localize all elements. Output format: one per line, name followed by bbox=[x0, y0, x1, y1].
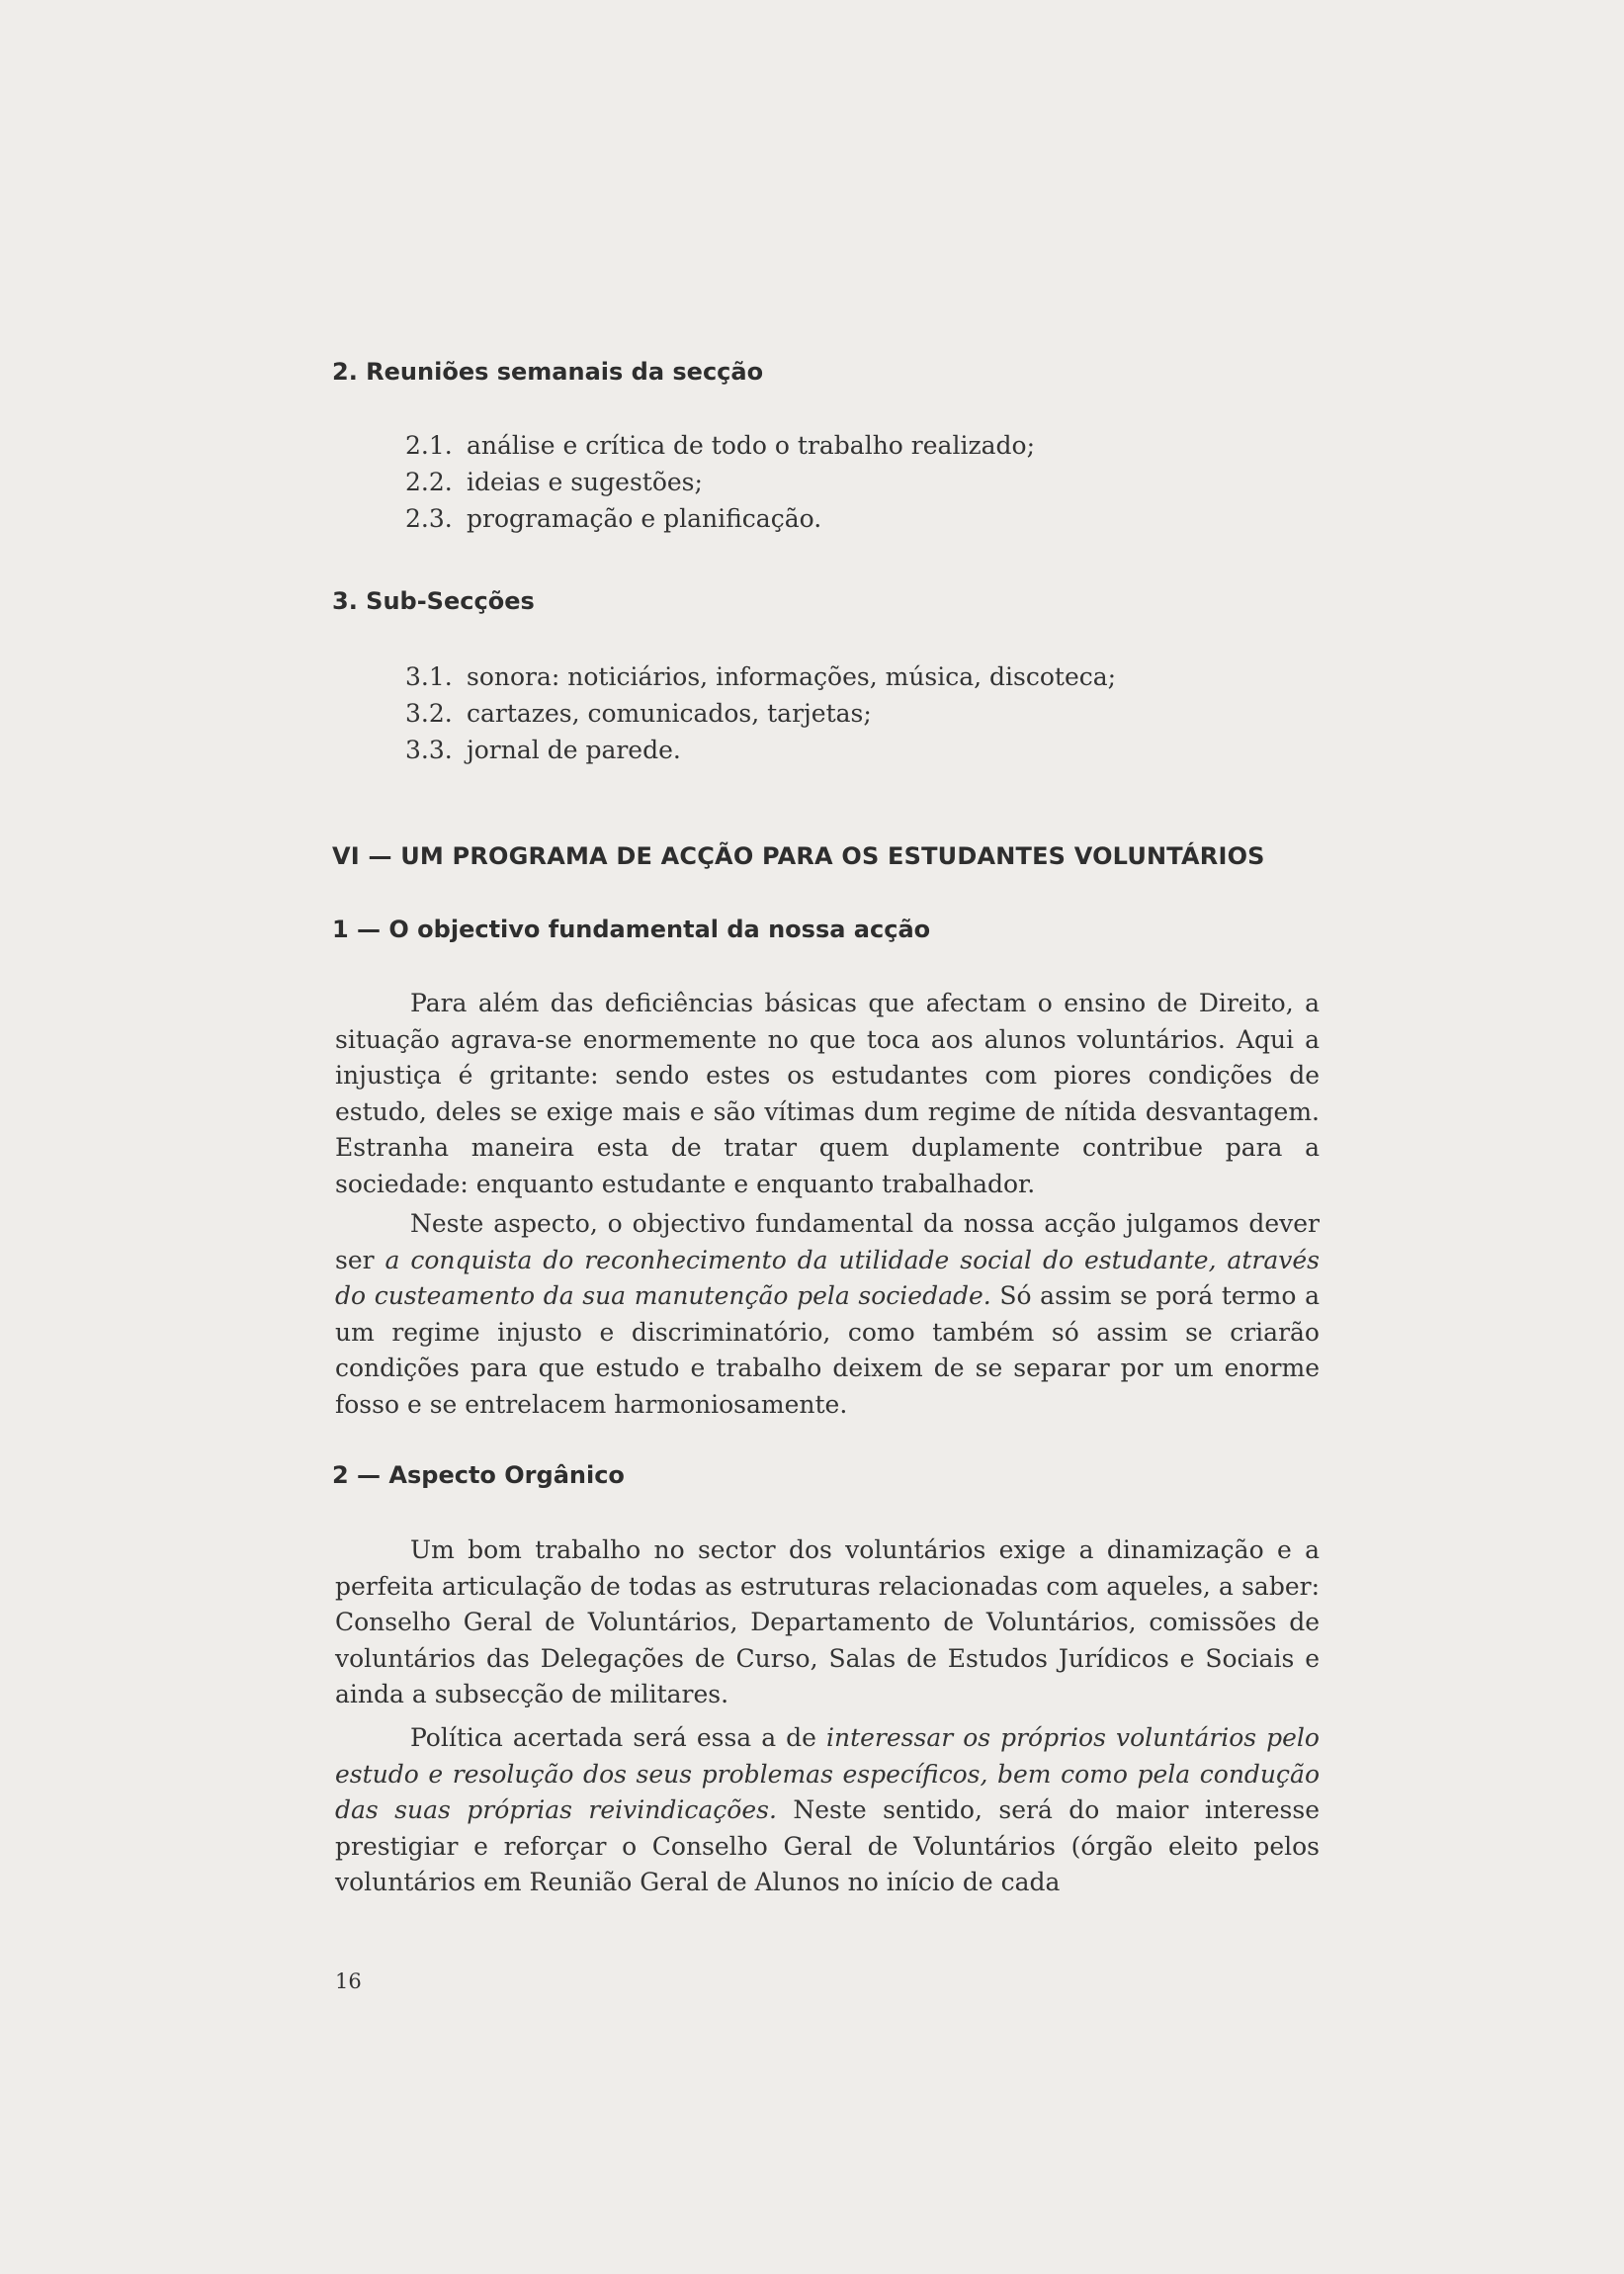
paragraph: Um bom trabalho no sector dos voluntários exige a dinamização e a perfeita articulação de todas as estruturas relacionadas com aqueles, a saber: Conselho Geral de Voluntários, Departamento de Voluntários, comissões de voluntários das Delegações de Curso, Salas de Estudos Jurídicos e Sociais e ainda a subsecção de militares. bbox=[335, 1535, 1320, 1709]
subsection-2-heading: 2 — Aspecto Orgânico bbox=[332, 1461, 625, 1489]
list-item: 3.1. sonora: noticiários, informações, música, discoteca; bbox=[405, 662, 1117, 691]
paragraph: Para além das deficiências básicas que afectam o ensino de Direito, a situação agrava-se enormemente no que toca aos alunos voluntários. Aqui a injustiça é gritante: sendo estes os estudantes com piores condições de estudo, deles se exige mais e são vítimas dum regime de nítida desvantagem. Estranha maneira esta de tratar quem duplamente contribue para a sociedade: enquanto estudante e enquanto trabalhador. bbox=[335, 989, 1320, 1198]
list-item: 2.1. análise e crítica de todo o trabalho realizado; bbox=[405, 431, 1035, 460]
emphasis-text: a conquista do reconhecimento da utilidade social do estudante, através do custeamento da sua manutenção pela sociedade. bbox=[335, 1245, 1320, 1311]
page-number: 16 bbox=[335, 1969, 362, 1993]
section-2-list bbox=[405, 427, 1035, 537]
subsection-1-heading: 1 — O objectivo fundamental da nossa acção bbox=[332, 916, 931, 943]
list-item: 2.2. ideias e sugestões; bbox=[405, 468, 703, 496]
section-3-list bbox=[405, 658, 1116, 768]
section-3-heading: 3. Sub-Secções bbox=[332, 587, 535, 615]
list-item: 3.2. cartazes, comunicados, tarjetas; bbox=[405, 699, 872, 728]
emphasis-text: interessar os próprios voluntários pelo estudo e resolução dos seus problemas específicos, bem como pela condução das suas próprias reivindicações. bbox=[335, 1723, 1320, 1825]
section-2-heading: 2. Reuniões semanais da secção bbox=[332, 358, 764, 386]
paragraph: Neste aspecto, o objectivo fundamental da nossa acção julgamos dever ser a conquista do reconhecimento da utilidade social do estudante, através do custeamento da sua manutenção pela sociedade. Só assim se porá termo a um regime injusto e discriminatório, como também só assim se criarão condições para que estudo e trabalho deixem de se separar por um enorme fosso e se entrelacem harmoniosamente. bbox=[335, 1209, 1320, 1419]
chapter-heading: VI — UM PROGRAMA DE ACÇÃO PARA OS ESTUDANTES VOLUNTÁRIOS bbox=[332, 842, 1265, 870]
paragraph: Política acertada será essa a de interessar os próprios voluntários pelo estudo e resolução dos seus problemas específicos, bem como pela condução das suas próprias reivindicações. Neste sentido, será do maior interesse prestigiar e reforçar o Conselho Geral de Voluntários (órgão eleito pelos voluntários em Reunião Geral de Alunos no início de cada bbox=[335, 1723, 1320, 1897]
list-item: 2.3. programação e planificação. bbox=[405, 504, 822, 533]
list-item: 3.3. jornal de parede. bbox=[405, 736, 681, 764]
